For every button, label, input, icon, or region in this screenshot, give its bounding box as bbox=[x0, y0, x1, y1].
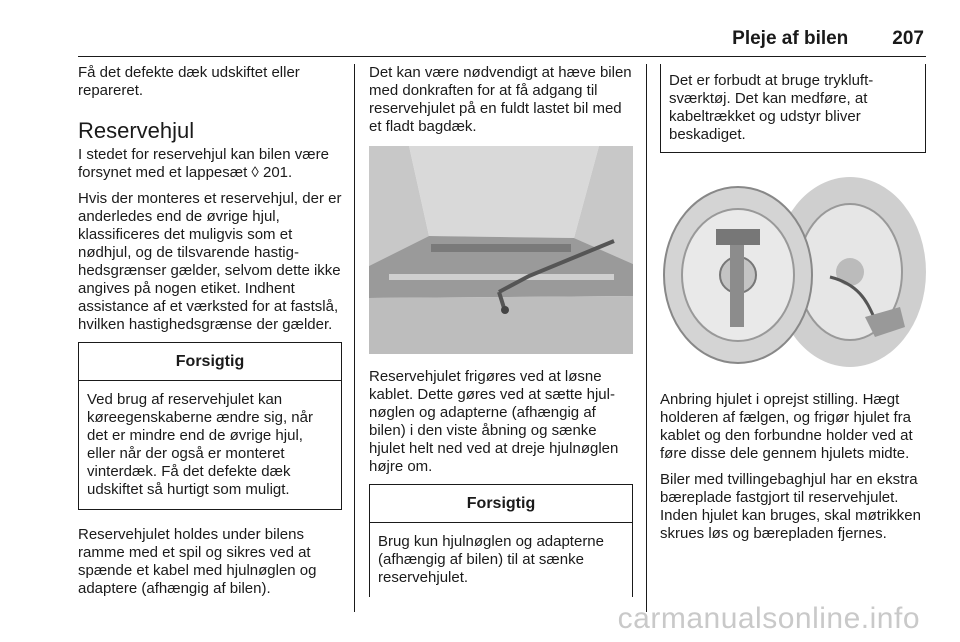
caution-box bbox=[369, 484, 633, 597]
caution-text: Brug kun hjulnøglen og adapterne (afhængig af bilen) til at sænke reservehjulet. bbox=[378, 533, 604, 586]
intro-text: Få det defekte dæk udskiftet eller repareret. bbox=[78, 64, 300, 99]
paragraph: Anbring hjulet i oprejst stilling. Hægt holderen af fælgen, og frigør hjulet fra kablet og den forbundne holder ved at føre disse dele gennem hjulets midte. bbox=[660, 391, 913, 462]
paragraph: Reservehjulet holdes under bilens ramme med et spil og sikres ved at spænde et kabel med hjulnøglen og adaptere (afhængig af bilen). bbox=[78, 526, 317, 597]
paragraph: Biler med tvillingebaghjul har en ekstra bæreplade fastgjort til reservehjulet. Inden hjulet kan bruges, skal møtrikken skrues løs og bærepladen fjernes. bbox=[660, 471, 921, 542]
header-rule bbox=[78, 56, 926, 57]
caution-box bbox=[78, 342, 342, 510]
column-2 bbox=[369, 64, 633, 597]
watermark: carmanualsonline.info bbox=[617, 602, 920, 635]
section-title: Pleje af bilen bbox=[732, 28, 849, 49]
section-heading: Reservehjul bbox=[78, 118, 195, 143]
notice-box: Det er forbudt at bruge trykluftsværktøj. Det kan medføre, at kabeltrækket og udstyr bliver beskadiget. bbox=[660, 64, 926, 153]
spare-wheel-access-illustration bbox=[369, 146, 633, 354]
column-3 bbox=[660, 64, 926, 551]
caution-title: Forsigtig bbox=[79, 343, 341, 381]
column-divider bbox=[354, 64, 355, 612]
paragraph: Reservehjulet frigøres ved at løsne kablet. Dette gøres ved at sætte hjulnøglen og adapterne (afhængig af bilen) i den viste åbning og sænke hjulet helt ned ved at dreje hjulnøglen højre om. bbox=[369, 368, 619, 475]
paragraph: I stedet for reservehjul kan bilen være forsynet med et lappesæt ◊ 201. bbox=[78, 146, 329, 181]
page-header bbox=[732, 28, 924, 50]
spare-wheel-release-illustration bbox=[660, 167, 926, 377]
page-number: 207 bbox=[892, 28, 924, 49]
paragraph: Hvis der monteres et reservehjul, der er anderledes end de øvrige hjul, klassificeres det muligvis som et nødhjul, og de tilsvarende hastighedsgrænser gælder, selvom dette ikke angives på nogen etiket. Indhent assistance af et værksted for at fastslå, hvilken hastighedsgrænse der gælder. bbox=[78, 190, 342, 333]
column-1 bbox=[78, 64, 342, 606]
caution-title: Forsigtig bbox=[370, 485, 632, 523]
column-divider bbox=[646, 64, 647, 612]
paragraph: Det kan være nødvendigt at hæve bilen med donkraften for at få adgang til reservehjulet på en fuldt lastet bil med et fladt bagdæk. bbox=[369, 64, 632, 135]
caution-text: Ved brug af reservehjulet kan køreegenskaberne ændre sig, når det er mindre end de øvrige hjul, eller når der også er monteret vinterdæk. Få det defekte dæk udskiftet så hurtigt som muligt. bbox=[87, 391, 313, 498]
